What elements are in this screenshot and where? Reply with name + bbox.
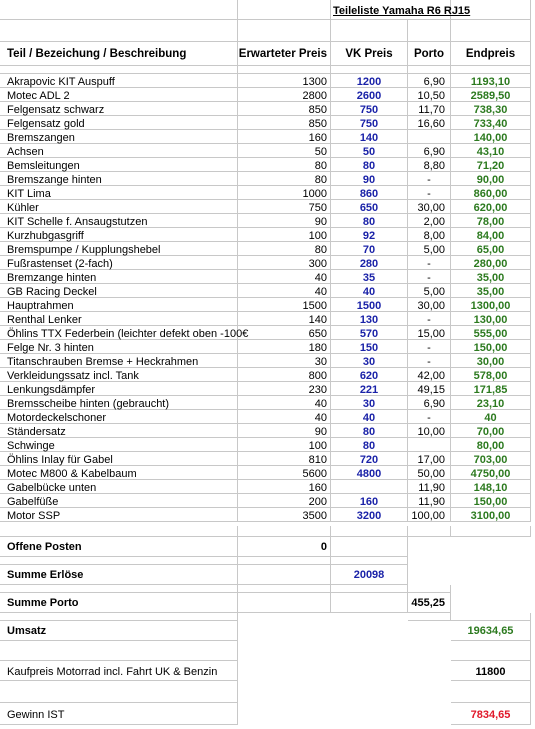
item-expected-price[interactable]: 1000: [238, 186, 331, 200]
item-name[interactable]: Achsen: [0, 144, 238, 158]
item-endpreis[interactable]: 578,00: [451, 368, 531, 382]
offene-posten-value[interactable]: 0: [238, 537, 331, 557]
table-row: [0, 466, 535, 480]
summe-erloese-value[interactable]: 20098: [331, 565, 408, 585]
table-row: [0, 256, 535, 270]
table-row: [0, 382, 535, 396]
item-expected-price[interactable]: 650: [238, 326, 331, 340]
item-name[interactable]: Titanschrauben Bremse + Heckrahmen: [0, 354, 238, 368]
item-name[interactable]: Felgensatz schwarz: [0, 102, 238, 116]
item-endpreis[interactable]: 70,00: [451, 424, 531, 438]
item-vk-price[interactable]: 70: [331, 242, 408, 256]
offene-posten-label[interactable]: Offene Posten: [0, 537, 238, 557]
cell[interactable]: [451, 0, 531, 20]
item-expected-price[interactable]: 90: [238, 214, 331, 228]
cell[interactable]: [451, 526, 531, 537]
item-endpreis[interactable]: 150,00: [451, 340, 531, 354]
item-name[interactable]: Verkleidungssatz incl. Tank: [0, 368, 238, 382]
table-row: [0, 116, 535, 130]
item-name[interactable]: Motordeckelschoner: [0, 410, 238, 424]
item-porto[interactable]: [408, 130, 451, 144]
table-row: [0, 144, 535, 158]
cell[interactable]: [408, 613, 451, 621]
item-expected-price[interactable]: 30: [238, 354, 331, 368]
header-erwarteter-preis[interactable]: Erwarteter Preis: [238, 42, 331, 66]
item-vk-price[interactable]: 80: [331, 438, 408, 452]
blank-row: [0, 681, 535, 703]
umsatz-label[interactable]: Umsatz: [0, 621, 238, 641]
item-expected-price[interactable]: 80: [238, 242, 331, 256]
item-expected-price[interactable]: 850: [238, 116, 331, 130]
item-endpreis[interactable]: 65,00: [451, 242, 531, 256]
item-endpreis[interactable]: 30,00: [451, 354, 531, 368]
cell[interactable]: [331, 537, 408, 557]
item-name[interactable]: Motor SSP: [0, 508, 238, 522]
spacer-row: [0, 66, 535, 74]
item-porto[interactable]: 16,60: [408, 116, 451, 130]
item-name[interactable]: Öhlins Inlay für Gabel: [0, 452, 238, 466]
item-expected-price[interactable]: 80: [238, 172, 331, 186]
summe-porto-label[interactable]: Summe Porto: [0, 593, 238, 613]
cell[interactable]: [0, 641, 238, 661]
table-row: [0, 242, 535, 256]
blank-row: [0, 526, 535, 537]
item-expected-price[interactable]: 200: [238, 494, 331, 508]
kaufpreis-label[interactable]: Kaufpreis Motorrad incl. Fahrt UK & Benzin: [0, 661, 238, 681]
item-vk-price[interactable]: 221: [331, 382, 408, 396]
gewinn-label[interactable]: Gewinn IST: [0, 703, 238, 725]
blank-row: [0, 557, 535, 565]
item-porto[interactable]: 10,00: [408, 424, 451, 438]
cell[interactable]: [0, 526, 238, 537]
table-row: [0, 312, 535, 326]
item-expected-price[interactable]: 50: [238, 144, 331, 158]
item-vk-price[interactable]: 40: [331, 284, 408, 298]
item-vk-price[interactable]: 50: [331, 144, 408, 158]
item-porto[interactable]: 11,90: [408, 480, 451, 494]
table-row: [0, 74, 535, 88]
item-porto[interactable]: -: [408, 340, 451, 354]
cell[interactable]: [238, 557, 331, 565]
item-endpreis[interactable]: 43,10: [451, 144, 531, 158]
header-endpreis[interactable]: Endpreis: [451, 42, 531, 66]
item-vk-price[interactable]: 150: [331, 340, 408, 354]
item-expected-price[interactable]: 810: [238, 452, 331, 466]
item-porto[interactable]: 49,15: [408, 382, 451, 396]
item-endpreis[interactable]: 40: [451, 410, 531, 424]
item-porto[interactable]: -: [408, 172, 451, 186]
item-expected-price[interactable]: 90: [238, 424, 331, 438]
item-vk-price[interactable]: 570: [331, 326, 408, 340]
summe-porto-value[interactable]: 455,25: [408, 593, 451, 613]
blank-row: [0, 641, 535, 661]
item-porto[interactable]: 42,00: [408, 368, 451, 382]
cell[interactable]: [238, 0, 331, 20]
item-endpreis[interactable]: 3100,00: [451, 508, 531, 522]
cell[interactable]: [408, 20, 451, 42]
item-name[interactable]: Ständersatz: [0, 424, 238, 438]
table-row: [0, 298, 535, 312]
table-row: [0, 102, 535, 116]
item-expected-price[interactable]: 1500: [238, 298, 331, 312]
item-expected-price[interactable]: 160: [238, 480, 331, 494]
item-porto[interactable]: [408, 438, 451, 452]
item-name[interactable]: Felge Nr. 3 hinten: [0, 340, 238, 354]
cell[interactable]: [0, 557, 238, 565]
item-vk-price[interactable]: 750: [331, 102, 408, 116]
item-endpreis[interactable]: 140,00: [451, 130, 531, 144]
item-name[interactable]: Bremsscheibe hinten (gebraucht): [0, 396, 238, 410]
item-porto[interactable]: -: [408, 410, 451, 424]
table-row: [0, 480, 535, 494]
table-row: [0, 508, 535, 522]
item-porto[interactable]: 17,00: [408, 452, 451, 466]
item-name[interactable]: Bemsleitungen: [0, 158, 238, 172]
item-porto[interactable]: -: [408, 270, 451, 284]
item-expected-price[interactable]: 230: [238, 382, 331, 396]
item-name[interactable]: Hauptrahmen: [0, 298, 238, 312]
item-vk-price[interactable]: 92: [331, 228, 408, 242]
table-row: [0, 172, 535, 186]
item-endpreis[interactable]: 80,00: [451, 438, 531, 452]
table-row: [0, 158, 535, 172]
item-porto[interactable]: -: [408, 186, 451, 200]
cell[interactable]: [408, 585, 451, 593]
gewinn-row: [0, 703, 535, 725]
item-porto[interactable]: 50,00: [408, 466, 451, 480]
item-vk-price[interactable]: 30: [331, 354, 408, 368]
item-expected-price[interactable]: 850: [238, 102, 331, 116]
item-vk-price[interactable]: 1500: [331, 298, 408, 312]
item-endpreis[interactable]: 733,40: [451, 116, 531, 130]
item-vk-price[interactable]: 620: [331, 368, 408, 382]
summe-porto-row: [0, 593, 535, 613]
item-endpreis[interactable]: 860,00: [451, 186, 531, 200]
summe-erloese-label[interactable]: Summe Erlöse: [0, 565, 238, 585]
table-row: [0, 354, 535, 368]
table-row: [0, 214, 535, 228]
item-endpreis[interactable]: 738,30: [451, 102, 531, 116]
item-expected-price[interactable]: 300: [238, 256, 331, 270]
item-name[interactable]: KIT Lima: [0, 186, 238, 200]
item-porto[interactable]: 6,90: [408, 396, 451, 410]
item-name[interactable]: Fußrastenset (2-fach): [0, 256, 238, 270]
item-name[interactable]: Bremspumpe / Kupplungshebel: [0, 242, 238, 256]
table-row: [0, 200, 535, 214]
table-row: [0, 424, 535, 438]
item-porto[interactable]: 5,00: [408, 242, 451, 256]
item-expected-price[interactable]: 100: [238, 438, 331, 452]
item-vk-price[interactable]: 30: [331, 396, 408, 410]
item-endpreis[interactable]: 78,00: [451, 214, 531, 228]
item-vk-price[interactable]: 750: [331, 116, 408, 130]
item-endpreis[interactable]: 90,00: [451, 172, 531, 186]
item-name[interactable]: Bremzange hinten: [0, 270, 238, 284]
item-name[interactable]: Kühler: [0, 200, 238, 214]
item-expected-price[interactable]: 160: [238, 130, 331, 144]
item-name[interactable]: Öhlins TTX Federbein (leichter defekt oben -100€: [0, 326, 238, 340]
item-vk-price[interactable]: [331, 480, 408, 494]
item-name[interactable]: Kurzhubgasgriff: [0, 228, 238, 242]
table-row: [0, 284, 535, 298]
table-row: [0, 340, 535, 354]
cell[interactable]: [451, 66, 531, 74]
item-porto[interactable]: -: [408, 312, 451, 326]
item-endpreis[interactable]: 2589,50: [451, 88, 531, 102]
blank-row: [0, 585, 535, 593]
sheet-title[interactable]: Teileliste Yamaha R6 RJ15: [331, 0, 451, 20]
item-name[interactable]: Gabelfüße: [0, 494, 238, 508]
cell[interactable]: [238, 66, 331, 74]
item-vk-price[interactable]: 3200: [331, 508, 408, 522]
table-row: [0, 452, 535, 466]
item-endpreis[interactable]: 35,00: [451, 270, 531, 284]
item-porto[interactable]: 2,00: [408, 214, 451, 228]
table-row: [0, 326, 535, 340]
item-vk-price[interactable]: 2600: [331, 88, 408, 102]
item-porto[interactable]: 11,90: [408, 494, 451, 508]
item-name[interactable]: Schwinge: [0, 438, 238, 452]
item-endpreis[interactable]: 35,00: [451, 284, 531, 298]
item-endpreis[interactable]: 280,00: [451, 256, 531, 270]
item-expected-price[interactable]: 5600: [238, 466, 331, 480]
offene-posten-row: [0, 537, 535, 557]
cell[interactable]: [238, 593, 331, 613]
item-name[interactable]: Lenkungsdämpfer: [0, 382, 238, 396]
item-vk-price[interactable]: 720: [331, 452, 408, 466]
table-row: [0, 130, 535, 144]
cell[interactable]: [0, 20, 238, 42]
item-vk-price[interactable]: 1200: [331, 74, 408, 88]
item-expected-price[interactable]: 40: [238, 396, 331, 410]
cell[interactable]: [0, 585, 238, 593]
item-porto[interactable]: 6,90: [408, 144, 451, 158]
item-porto[interactable]: 10,50: [408, 88, 451, 102]
item-expected-price[interactable]: 800: [238, 368, 331, 382]
cell[interactable]: [238, 20, 331, 42]
cell[interactable]: [331, 557, 408, 565]
cell[interactable]: [451, 681, 531, 703]
item-vk-price[interactable]: 280: [331, 256, 408, 270]
item-porto[interactable]: 30,00: [408, 298, 451, 312]
item-porto[interactable]: 30,00: [408, 200, 451, 214]
item-porto[interactable]: 100,00: [408, 508, 451, 522]
item-name[interactable]: Felgensatz gold: [0, 116, 238, 130]
item-porto[interactable]: 11,70: [408, 102, 451, 116]
item-endpreis[interactable]: 1193,10: [451, 74, 531, 88]
header-porto[interactable]: Porto: [408, 42, 451, 66]
cell[interactable]: [331, 20, 408, 42]
cell[interactable]: [331, 593, 408, 613]
item-expected-price[interactable]: 100: [238, 228, 331, 242]
item-vk-price[interactable]: 650: [331, 200, 408, 214]
table-row: [0, 438, 535, 452]
umsatz-row: [0, 621, 535, 641]
table-row: [0, 396, 535, 410]
item-endpreis[interactable]: 23,10: [451, 396, 531, 410]
item-vk-price[interactable]: 40: [331, 410, 408, 424]
cell[interactable]: [0, 0, 238, 20]
item-name[interactable]: Bremszange hinten: [0, 172, 238, 186]
table-row: [0, 494, 535, 508]
item-expected-price[interactable]: 3500: [238, 508, 331, 522]
item-expected-price[interactable]: 2800: [238, 88, 331, 102]
table-row: [0, 368, 535, 382]
cell[interactable]: [331, 526, 408, 537]
item-porto[interactable]: 8,80: [408, 158, 451, 172]
item-expected-price[interactable]: 80: [238, 158, 331, 172]
item-vk-price[interactable]: 140: [331, 130, 408, 144]
item-name[interactable]: Motec ADL 2: [0, 88, 238, 102]
item-endpreis[interactable]: 1300,00: [451, 298, 531, 312]
item-endpreis[interactable]: 130,00: [451, 312, 531, 326]
item-name[interactable]: Bremszangen: [0, 130, 238, 144]
item-porto[interactable]: 8,00: [408, 228, 451, 242]
cell[interactable]: [408, 526, 451, 537]
item-vk-price[interactable]: 90: [331, 172, 408, 186]
item-porto[interactable]: -: [408, 354, 451, 368]
item-vk-price[interactable]: 80: [331, 158, 408, 172]
title-row: [0, 0, 535, 20]
header-teil[interactable]: Teil / Bezeichung / Beschreibung: [0, 42, 238, 66]
blank-row: [0, 613, 535, 621]
gewinn-value[interactable]: 7834,65: [451, 703, 531, 725]
cell[interactable]: [408, 66, 451, 74]
item-endpreis[interactable]: 4750,00: [451, 466, 531, 480]
item-vk-price[interactable]: 860: [331, 186, 408, 200]
item-name[interactable]: Gabelbücke unten: [0, 480, 238, 494]
kaufpreis-value[interactable]: 11800: [451, 661, 531, 681]
item-name[interactable]: Motec M800 & Kabelbaum: [0, 466, 238, 480]
cell[interactable]: [331, 585, 408, 593]
item-expected-price[interactable]: 1300: [238, 74, 331, 88]
table-row: [0, 88, 535, 102]
item-endpreis[interactable]: 84,00: [451, 228, 531, 242]
item-expected-price[interactable]: 180: [238, 340, 331, 354]
cell[interactable]: [238, 585, 331, 593]
item-expected-price[interactable]: 750: [238, 200, 331, 214]
table-row: [0, 270, 535, 284]
item-name[interactable]: GB Racing Deckel: [0, 284, 238, 298]
cell[interactable]: [0, 613, 238, 621]
item-endpreis[interactable]: 555,00: [451, 326, 531, 340]
umsatz-value[interactable]: 19634,65: [451, 621, 531, 641]
item-vk-price[interactable]: 4800: [331, 466, 408, 480]
table-row: [0, 410, 535, 424]
item-name[interactable]: Renthal Lenker: [0, 312, 238, 326]
header-row: [0, 42, 535, 66]
blank-row: [0, 20, 535, 42]
cell[interactable]: [238, 565, 331, 585]
cell[interactable]: [0, 66, 238, 74]
summe-erloese-row: [0, 565, 535, 585]
item-endpreis[interactable]: 148,10: [451, 480, 531, 494]
item-porto[interactable]: 5,00: [408, 284, 451, 298]
cell[interactable]: [238, 526, 331, 537]
item-porto[interactable]: -: [408, 256, 451, 270]
item-expected-price[interactable]: 40: [238, 410, 331, 424]
item-vk-price[interactable]: 160: [331, 494, 408, 508]
item-endpreis[interactable]: 171,85: [451, 382, 531, 396]
item-name[interactable]: Akrapovic KIT Auspuff: [0, 74, 238, 88]
item-expected-price[interactable]: 140: [238, 312, 331, 326]
header-vk-preis[interactable]: VK Preis: [331, 42, 408, 66]
item-endpreis[interactable]: 620,00: [451, 200, 531, 214]
item-vk-price[interactable]: 35: [331, 270, 408, 284]
item-expected-price[interactable]: 40: [238, 284, 331, 298]
table-row: [0, 228, 535, 242]
item-porto[interactable]: 6,90: [408, 74, 451, 88]
cell[interactable]: [331, 66, 408, 74]
cell[interactable]: [451, 613, 531, 621]
table-row: [0, 186, 535, 200]
item-vk-price[interactable]: 130: [331, 312, 408, 326]
item-expected-price[interactable]: 40: [238, 270, 331, 284]
item-porto[interactable]: 15,00: [408, 326, 451, 340]
item-vk-price[interactable]: 80: [331, 214, 408, 228]
kaufpreis-row: [0, 661, 535, 681]
item-vk-price[interactable]: 80: [331, 424, 408, 438]
item-endpreis[interactable]: 703,00: [451, 452, 531, 466]
cell[interactable]: [0, 681, 238, 703]
item-endpreis[interactable]: 150,00: [451, 494, 531, 508]
cell[interactable]: [451, 20, 531, 42]
cell[interactable]: [451, 641, 531, 661]
item-endpreis[interactable]: 71,20: [451, 158, 531, 172]
item-name[interactable]: KIT Schelle f. Ansaugstutzen: [0, 214, 238, 228]
